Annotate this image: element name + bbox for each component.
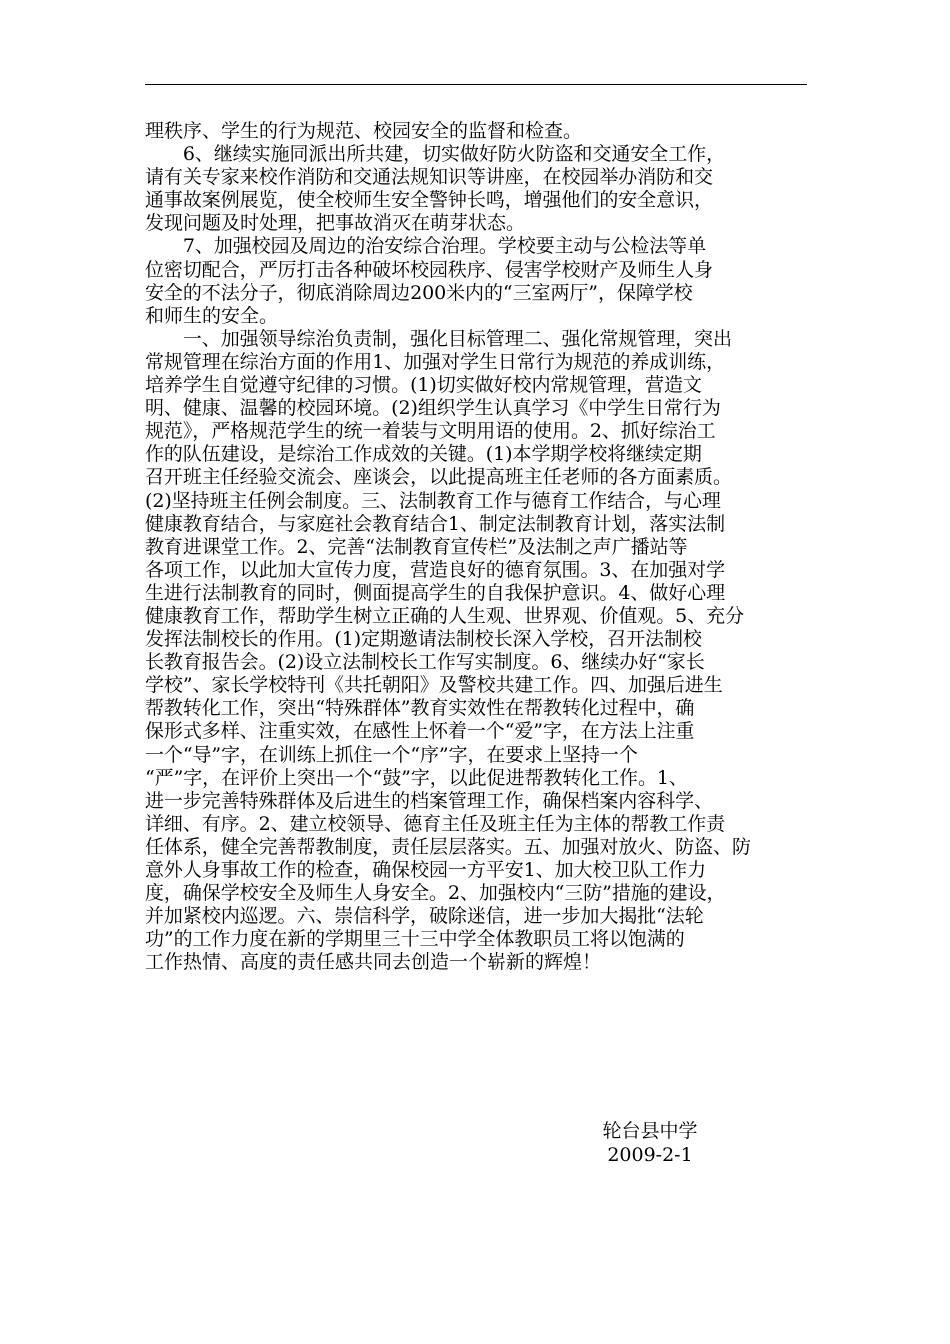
- body-line: (2)坚持班主任例会制度。三、法制教育工作与德育工作结合，与心理: [145, 489, 721, 512]
- body-line: 发现问题及时处理，把事故消灭在萌芽状态。: [145, 212, 526, 235]
- body-line: 任体系，健全完善帮教制度，责任层层落实。五、加强对放火、防盗、防: [145, 835, 751, 858]
- body-line: 进一步完善特殊群体及后进生的档案管理工作，确保档案内容科学、: [145, 789, 713, 812]
- body-line: 明、健康、温馨的校园环境。(2)组织学生认真学习《中学生日常行为: [145, 397, 721, 420]
- body-line: 规范》，严格规范学生的统一着装与文明用语的使用。2、抓好综治工: [145, 420, 716, 443]
- body-line: 培养学生自觉遵守纪律的习惯。(1)切实做好校内常规管理，营造文: [145, 374, 702, 397]
- body-line: 保形式多样、注重实效，在感性上怀着一个“爱”字，在方法上注重: [145, 720, 695, 743]
- body-line: 意外人身事故工作的检查，确保校园一方平安1、加大校卫队工作力: [145, 859, 707, 881]
- body-line: 常规管理在综治方面的作用1、加强对学生日常行为规范的养成训练，: [145, 350, 726, 373]
- signature-date: 2009-2-1: [607, 1144, 693, 1166]
- body-line: 位密切配合，严厉打击各种破坏校园秩序、侵害学校财产及师生人身: [145, 258, 713, 281]
- body-line: 理秩序、学生的行为规范、校园安全的监督和检查。: [145, 120, 583, 142]
- body-line: 6、继续实施同派出所共建，切实做好防火防盗和交通安全工作，: [145, 143, 726, 166]
- body-line: 召开班主任经验交流会、座谈会，以此提高班主任老师的各方面素质。: [145, 466, 732, 489]
- body-line: 安全的不法分子，彻底消除周边200米内的“三室两厅”，保障学校: [145, 281, 693, 304]
- body-line: 学校”、家长学校特刊《共托朝阳》及警校共建工作。四、加强后进生: [145, 674, 723, 697]
- body-line: 功”的工作力度在新的学期里三十三中学全体教职员工将以饱满的: [145, 928, 685, 951]
- body-line: 度，确保学校安全及师生人身安全。2、加强校内“三防”措施的建设，: [145, 882, 726, 905]
- body-line: 教育进课堂工作。2、完善“法制教育宣传栏”及法制之声广播站等: [145, 535, 688, 558]
- body-line: 生进行法制教育的同时，侧面提高学生的自我保护意识。4、做好心理: [145, 581, 726, 604]
- body-line: 帮教转化工作，突出“特殊群体”教育实效性在帮教转化过程中，确: [145, 697, 695, 720]
- body-line: 请有关专家来校作消防和交通法规知识等讲座，在校园举办消防和交: [145, 166, 713, 189]
- body-line: 7、加强校园及周边的治安综合治理。学校要主动与公检法等单: [145, 235, 707, 258]
- body-line: 健康教育工作，帮助学生树立正确的人生观、世界观、价值观。5、充分: [145, 604, 745, 627]
- body-line: 长教育报告会。(2)设立法制校长工作写实制度。6、继续办好“家长: [145, 651, 705, 674]
- body-line: 工作热情、高度的责任感共同去创造一个崭新的辉煌！: [145, 951, 602, 974]
- body-line: 发挥法制校长的作用。(1)定期邀请法制校长深入学校，召开法制校: [145, 628, 702, 651]
- signature-organization: 轮台县中学: [602, 1120, 698, 1142]
- signature-block: [560, 1119, 740, 1167]
- body-line: “严”字，在评价上突出一个“鼓”字，以此促进帮教转化工作。1、: [145, 766, 688, 789]
- body-line: 一、加强领导综治负责制，强化目标管理二、强化常规管理，突出: [145, 327, 732, 350]
- body-line: 详细、有序。2、建立校领导、德育主任及班主任为主体的帮教工作责: [145, 812, 726, 835]
- header-rule: [145, 84, 807, 85]
- body-line: 各项工作，以此加大宣传力度，营造良好的德育氛围。3、在加强对学: [145, 558, 726, 581]
- body-line: 一个“导”字，在训练上抓住一个“序”字，在要求上坚持一个: [145, 743, 638, 766]
- body-line: 和师生的安全。: [145, 304, 279, 327]
- body-line: 健康教育结合，与家庭社会教育结合1、制定法制教育计划，落实法制: [145, 512, 726, 535]
- body-line: 并加紧校内巡逻。六、崇信科学，破除迷信，进一步加大揭批“法轮: [145, 905, 704, 928]
- body-line: 通事故案例展览，使全校师生安全警钟长鸣，增强他们的安全意识，: [145, 189, 713, 212]
- document-body: [145, 120, 809, 974]
- body-line: 作的队伍建设，是综治工作成效的关键。(1)本学期学校将继续定期: [145, 443, 702, 466]
